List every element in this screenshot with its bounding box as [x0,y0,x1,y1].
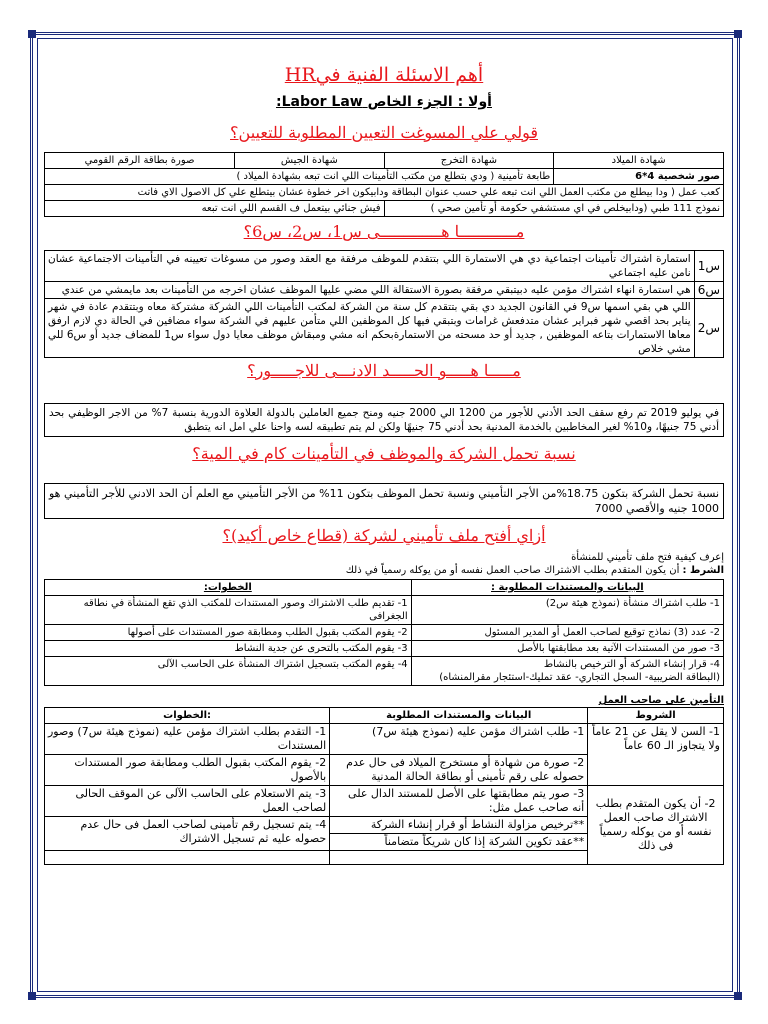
condition-label: الشرط : [682,565,724,576]
q2-text: استمارة اشتراك تأمينات اجتماعية دي هي الاستمارة اللي بتتقدم للموظف مرفقة مع العقد وصور من مسوغات تعيينه في التأمينات الاجتماعية عشان نامن عليه اجتماعي [45,251,695,282]
q1-cell: صورة بطاقة الرقم القومي [45,153,235,169]
q5-heading: أزاي أفتح ملف تأميني لشركة (قطاع خاص أكيد)؟ [222,526,546,545]
q1-cell: طابعة تأمينية ( ودي بتطلع من مكتب التأمينات اللي انت تبعه بشهادة الميلاد ) [45,169,554,185]
q5-doc: 3- صور من المستندات الآتية بعد مطابقتها بالأصل [411,641,723,657]
q1-cell: نموذج 111 طبي (ودابيخلص في اي مستشفي حكومة أو تأمين صحي ) [384,201,724,217]
q5-head-docs: البيانات والمستندات المطلوبة : [411,580,723,596]
q1-cell: شهادة التخرج [384,153,554,169]
q5-doc: 1- طلب اشتراك منشأة (نموذج هيئة س2) [411,596,723,625]
q2-label: س1 [694,251,723,282]
q5-step: 1- تقديم طلب الاشتراك وصور المستندات للمكتب الذي تقع المنشأة في نطاقه الجغرافى [45,596,412,625]
q5-condition [44,564,724,577]
document-body [44,60,724,865]
q4-answer: نسبة تحمل الشركة بتكون 18.75%من الأجر التأميني ونسبة تحمل الموظف بتكون 11% من الأجر التأميني مع العلم أن الحد الادني للأجر التأميني هو 1000 جنيه والأقصي 7000 [44,483,724,519]
q6-doc: **ترخيص مزاولة النشاط أو قرار إنشاء الشركة [330,817,588,834]
q1-cell: شهادة الجيش [235,153,384,169]
q6-cond: 2- أن يكون المتقدم بطلب الاشتراك صاحب العمل نفسه أو من يوكله رسمياً فى ذلك [588,786,724,865]
corner-ornament [734,30,742,38]
q1-cell: صور شخصية 4*6 [554,169,724,185]
q6-cond: 1- السن لا يقل عن 21 عاماً ولا يتجاوز الـ 60 عاماً [588,724,724,786]
q6-empty-cell [330,851,588,865]
q2-text: اللي هي بقي اسمها س9 في القانون الجديد دي بقي بتتقدم كل سنة من الشركة لمكتب التأمينات اللي الشركة مشتركة معاه وبتتقدم عادة في شهر يناير بحد اقصي شهر فبراير عشان متدفعش غرامات وبتبقي فيها كل الموظفين اللي متأمن عليهم في الشركة سواء مضافين في الحالة دي لازم ارفق معاها الاستمارات بتاعه الموظفين , جديد أو حد مسحته من الاستمارةبحكم انه مشي ومبقاش موظف معايا دول سواء س1 للمضاف جديد أو س6 للي مشي خلاص [45,299,695,358]
q2-label: س6 [694,282,723,299]
q1-heading: قولي علي المسوغت التعيين المطلوبة للتعيين؟ [230,123,538,142]
q2-text: هي استمارة انهاء اشتراك مؤمن عليه دبيتبقي مرفقة بصورة الاستقالة اللي مضي عليها الموظف عشان اخرجه من التأمينات بعد مايمشي من عندي [45,282,695,299]
q2-table [44,250,724,358]
q6-heading: التأمين على صاحب العمل [598,695,724,706]
q6-step: 1- التقدم بطلب اشتراك مؤمن عليه (نموذج هيئة س7) وصور المستندات [45,724,330,755]
q5-step: 4- يقوم المكتب بتسجيل اشتراك المنشأة على الحاسب الآلى [45,657,412,686]
q4-heading: نسبة تحمل الشركة والموظف في التأمينات كام في المية؟ [192,444,576,463]
corner-ornament [28,30,36,38]
q1-cell: كعب عمل ( ودا بيطلع من مكتب العمل اللي انت تبعه علي حسب عنوان البطاقة ودابيكون اخر خطوة عشان بيتطلع علي كل الاصول الاي فاتت [45,185,724,201]
q1-table [44,152,724,217]
q6-table [44,707,724,865]
q5-intro: إعرف كيفية فتح ملف تأميني للمنشأة [571,552,724,563]
corner-ornament [28,992,36,1000]
q6-head-cond: الشروط [588,708,724,724]
condition-text: أن يكون المتقدم بطلب الاشتراك صاحب العمل نفسه أو من يوكله رسمياً في ذلك [345,565,680,576]
q6-empty-cell [45,851,330,865]
q5-doc-line: 4- قرار إنشاء الشركة أو الترخيص بالنشاط [543,659,720,670]
q5-table [44,579,724,686]
subtitle-arabic: أولا : الجزء الخاص [367,94,492,110]
q5-step: 2- يقوم المكتب بقبول الطلب ومطابقة صور المستندات على أصولها [45,625,412,641]
q5-step: 3- يقوم المكتب بالتحرى عن جدية النشاط [45,641,412,657]
q5-doc [411,657,723,686]
q6-doc: 1- طلب اشتراك مؤمن عليه (نموذج هيئة س7) [330,724,588,755]
q6-doc: 3- صور يتم مطابقتها على الأصل للمستند الدال على أنه صاحب عمل مثل: [330,786,588,817]
page-title: أهم الاسئلة الفنية فيHR [284,64,484,86]
q2-label: س2 [694,299,723,358]
q5-head-steps: الخطوات: [45,580,412,596]
q6-head-steps: :الخطوات [45,708,330,724]
q6-step: 3- يتم الاستعلام على الحاسب الآلى عن الموقف الحالى لصاحب العمل [45,786,330,817]
q2-heading: مــــــــــــا هـــــــــــــى س1، س2، س6؟ [243,222,525,241]
q6-doc: **عقد تكوين الشركة إذا كان شريكاً متضامناً [330,834,588,851]
q6-doc: 2- صورة من شهادة أو مستخرج الميلاد فى حال عدم حصوله على رقم تأمينى أو بطاقة الحالة المدنية [330,755,588,786]
q1-cell: فيش جنائي بيتعمل ف القسم اللي انت تبعه [45,201,385,217]
q6-step: 2- يقوم المكتب بقبول الطلب ومطابقة صور المستندات بالأصول [45,755,330,786]
corner-ornament [734,992,742,1000]
q3-answer: في يوليو 2019 تم رفع سقف الحد الأدني للأجور من 1200 الي 2000 جنيه ومنح جميع العاملين بالدولة العلاوة الدورية بنسبة 7% من الاجر الوظيفي بحد أدني 75 جنيهًا، و10% لغير المخاطبين بالخدمة المدنية بحد أدني 75 جنيهًا ولكن لم يتم تطبيقه لسه واحنا علي امل انه يتطبق [44,403,724,437]
q6-step: 4- يتم تسجيل رقم تأمينى لصاحب العمل فى حال عدم حصوله عليه ثم تسجيل الاشتراك [45,817,330,851]
q5-doc-line: (البطاقة الضريبية- السجل التجاري- عقد تمليك-استئجار مقرالمنشاه) [439,672,720,683]
subtitle-english: Labor Law: [276,94,363,110]
q1-cell: شهادة الميلاد [554,153,724,169]
q5-doc: 2- عدد (3) نماذج توقيع لصاحب العمل أو المدير المسئول [411,625,723,641]
q6-head-docs: البيانات والمستندات المطلوبة [330,708,588,724]
q3-heading: مـــــا هـــــو الحـــــد الادنـــى للاجـــــور؟ [247,361,521,380]
page-subtitle [44,92,724,112]
